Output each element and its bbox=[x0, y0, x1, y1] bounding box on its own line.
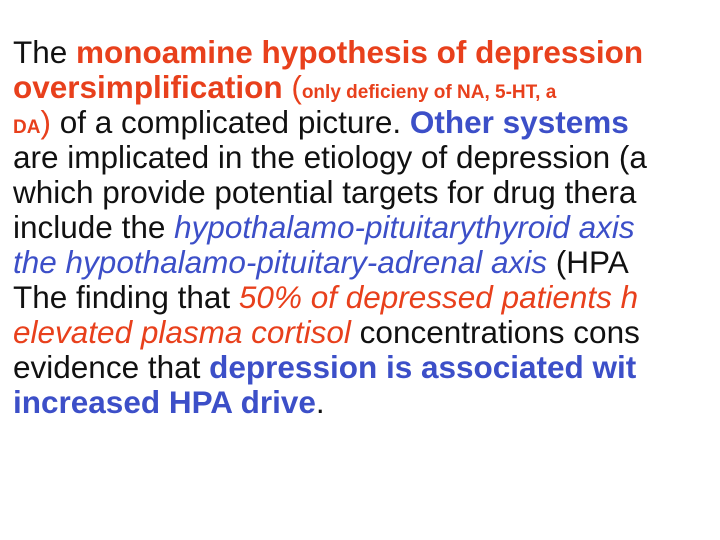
depressed-patients-phrase: 50% of depressed patients h bbox=[238, 280, 639, 315]
thyroid-axis-phrase: hypothalamo-pituitarythyroid axis bbox=[174, 210, 635, 245]
monoamine-hypothesis-phrase: monoamine hypothesis of depression bbox=[76, 35, 644, 70]
text-line-11 bbox=[13, 385, 720, 420]
close-paren: ) bbox=[40, 105, 60, 140]
open-paren: ( bbox=[282, 70, 302, 105]
oversimplification-word: oversimplification bbox=[13, 70, 283, 105]
text-segment: which provide potential targets for drug thera bbox=[13, 175, 637, 210]
text-segment: The bbox=[13, 35, 77, 70]
text-segment: . bbox=[315, 385, 325, 420]
text-line-9 bbox=[13, 315, 720, 350]
hpa-association-phrase: depression is associated wit bbox=[209, 350, 637, 385]
text-line-5 bbox=[13, 175, 720, 210]
text-segment: The finding that bbox=[13, 280, 239, 315]
text-line-3 bbox=[13, 105, 720, 140]
text-segment: are implicated in the etiology of depression (a bbox=[13, 140, 647, 175]
hpa-drive-phrase: increased HPA drive bbox=[13, 385, 316, 420]
text-line-1 bbox=[13, 35, 720, 70]
cortisol-phrase: elevated plasma cortisol bbox=[13, 315, 351, 350]
text-segment: evidence that bbox=[13, 350, 210, 385]
text-line-8 bbox=[13, 280, 720, 315]
text-line-6 bbox=[13, 210, 720, 245]
text-line-4 bbox=[13, 140, 720, 175]
deficiency-note-end: DA bbox=[13, 117, 41, 138]
other-systems-phrase: Other systems bbox=[409, 105, 629, 140]
text-line-7 bbox=[13, 245, 720, 280]
slide-text-body bbox=[13, 35, 720, 420]
text-line-2 bbox=[13, 70, 720, 105]
adrenal-axis-phrase: the hypothalamo-pituitary-adrenal axis bbox=[13, 245, 548, 280]
text-segment: (HPA bbox=[547, 245, 629, 280]
text-segment: concentrations cons bbox=[350, 315, 640, 350]
text-line-10 bbox=[13, 350, 720, 385]
deficiency-note: only deficieny of NA, 5-HT, a bbox=[301, 82, 557, 103]
text-segment: include the bbox=[13, 210, 175, 245]
text-segment: of a complicated picture. bbox=[59, 105, 410, 140]
